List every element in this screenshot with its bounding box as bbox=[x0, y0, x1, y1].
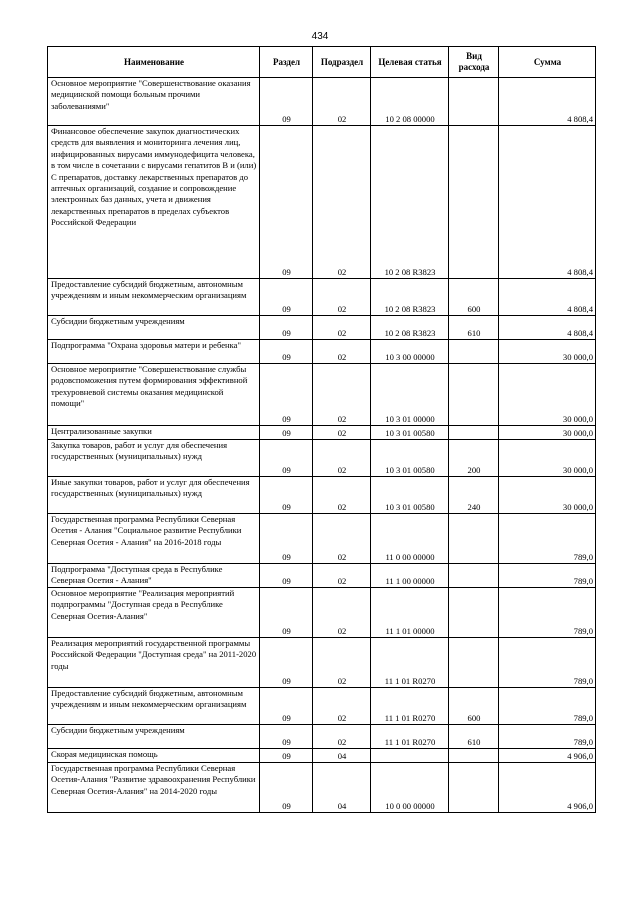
cell-expense-type: 600 bbox=[449, 688, 499, 725]
cell-target-item: 10 0 00 00000 bbox=[371, 763, 449, 813]
cell-amount: 789,0 bbox=[499, 725, 596, 749]
page-number: 434 bbox=[311, 31, 329, 42]
cell-amount: 30 000,0 bbox=[499, 364, 596, 426]
cell-name: Основное мероприятие "Совершенствование службы родовспоможения путем формирования эффективной трехуровневой системы оказания медицинской помощи" bbox=[48, 364, 260, 426]
header-target-item: Целевая статья bbox=[371, 47, 449, 78]
header-amount: Сумма bbox=[499, 47, 596, 78]
cell-subsection: 02 bbox=[313, 514, 371, 564]
cell-name: Государственная программа Республики Северная Осетия - Алания "Социальное развитие Республики Северная Осетия - Алания" на 2016-2018 годы bbox=[48, 514, 260, 564]
header-section: Раздел bbox=[260, 47, 313, 78]
cell-expense-type bbox=[449, 426, 499, 440]
cell-expense-type bbox=[449, 340, 499, 364]
cell-section: 09 bbox=[260, 126, 313, 279]
cell-amount: 789,0 bbox=[499, 638, 596, 688]
cell-expense-type bbox=[449, 588, 499, 638]
cell-subsection: 02 bbox=[313, 638, 371, 688]
table-row bbox=[48, 477, 596, 514]
table-row bbox=[48, 440, 596, 477]
cell-section: 09 bbox=[260, 364, 313, 426]
cell-target-item: 11 1 01 R0270 bbox=[371, 638, 449, 688]
cell-amount: 4 808,4 bbox=[499, 126, 596, 279]
cell-subsection: 02 bbox=[313, 725, 371, 749]
table-row bbox=[48, 426, 596, 440]
cell-section: 09 bbox=[260, 688, 313, 725]
cell-section: 09 bbox=[260, 588, 313, 638]
cell-subsection: 02 bbox=[313, 440, 371, 477]
cell-section: 09 bbox=[260, 426, 313, 440]
cell-name: Централизованные закупки bbox=[48, 426, 260, 440]
cell-subsection: 02 bbox=[313, 688, 371, 725]
cell-expense-type: 200 bbox=[449, 440, 499, 477]
cell-expense-type bbox=[449, 78, 499, 126]
cell-section: 09 bbox=[260, 514, 313, 564]
cell-amount: 789,0 bbox=[499, 564, 596, 588]
table-row bbox=[48, 126, 596, 279]
cell-target-item bbox=[371, 749, 449, 763]
cell-section: 09 bbox=[260, 638, 313, 688]
cell-subsection: 02 bbox=[313, 477, 371, 514]
table-row bbox=[48, 340, 596, 364]
cell-name: Реализация мероприятий государственной программы Российской Федерации "Доступная среда" на 2011-2020 годы bbox=[48, 638, 260, 688]
cell-section: 09 bbox=[260, 316, 313, 340]
cell-amount: 30 000,0 bbox=[499, 340, 596, 364]
table-row bbox=[48, 638, 596, 688]
cell-target-item: 11 1 01 R0270 bbox=[371, 688, 449, 725]
cell-name: Основное мероприятие "Реализация мероприятий подпрограммы "Доступная среда в Республике Северная Осетия-Алания" bbox=[48, 588, 260, 638]
cell-name: Предоставление субсидий бюджетным, автономным учреждениям и иным некоммерческим организациям bbox=[48, 688, 260, 725]
cell-expense-type: 610 bbox=[449, 316, 499, 340]
cell-expense-type bbox=[449, 364, 499, 426]
cell-target-item: 10 2 08 R3823 bbox=[371, 316, 449, 340]
cell-expense-type bbox=[449, 638, 499, 688]
cell-amount: 4 906,0 bbox=[499, 749, 596, 763]
cell-subsection: 02 bbox=[313, 78, 371, 126]
cell-amount: 4 906,0 bbox=[499, 763, 596, 813]
cell-expense-type: 610 bbox=[449, 725, 499, 749]
cell-section: 09 bbox=[260, 279, 313, 316]
cell-target-item: 10 3 01 00000 bbox=[371, 364, 449, 426]
cell-expense-type bbox=[449, 514, 499, 564]
cell-name: Предоставление субсидий бюджетным, автономным учреждениям и иным некоммерческим организациям bbox=[48, 279, 260, 316]
cell-section: 09 bbox=[260, 477, 313, 514]
cell-target-item: 10 3 00 00000 bbox=[371, 340, 449, 364]
table-row bbox=[48, 316, 596, 340]
cell-subsection: 02 bbox=[313, 340, 371, 364]
cell-target-item: 10 2 08 R3823 bbox=[371, 126, 449, 279]
cell-amount: 30 000,0 bbox=[499, 440, 596, 477]
cell-subsection: 02 bbox=[313, 426, 371, 440]
cell-subsection: 02 bbox=[313, 279, 371, 316]
cell-amount: 30 000,0 bbox=[499, 477, 596, 514]
table-row bbox=[48, 78, 596, 126]
table-row bbox=[48, 588, 596, 638]
cell-section: 09 bbox=[260, 763, 313, 813]
cell-subsection: 02 bbox=[313, 564, 371, 588]
cell-section: 09 bbox=[260, 78, 313, 126]
cell-section: 09 bbox=[260, 564, 313, 588]
cell-amount: 4 808,4 bbox=[499, 316, 596, 340]
cell-amount: 30 000,0 bbox=[499, 426, 596, 440]
cell-subsection: 02 bbox=[313, 364, 371, 426]
header-name: Наименование bbox=[48, 47, 260, 78]
table-row bbox=[48, 564, 596, 588]
cell-amount: 789,0 bbox=[499, 514, 596, 564]
cell-target-item: 11 1 00 00000 bbox=[371, 564, 449, 588]
cell-name: Скорая медицинская помощь bbox=[48, 749, 260, 763]
cell-amount: 789,0 bbox=[499, 588, 596, 638]
cell-name: Закупка товаров, работ и услуг для обеспечения государственных (муниципальных) нужд bbox=[48, 440, 260, 477]
header-subsection: Подраздел bbox=[313, 47, 371, 78]
cell-amount: 789,0 bbox=[499, 688, 596, 725]
table-row bbox=[48, 749, 596, 763]
cell-subsection: 04 bbox=[313, 749, 371, 763]
cell-subsection: 02 bbox=[313, 588, 371, 638]
cell-expense-type bbox=[449, 763, 499, 813]
cell-target-item: 10 2 08 00000 bbox=[371, 78, 449, 126]
cell-subsection: 04 bbox=[313, 763, 371, 813]
cell-name: Основное мероприятие "Совершенствование оказания медицинской помощи больным прочими заболеваниями" bbox=[48, 78, 260, 126]
header-expense-type: Вид расхода bbox=[449, 47, 499, 78]
cell-name: Подпрограмма "Охрана здоровья матери и ребенка" bbox=[48, 340, 260, 364]
budget-table bbox=[47, 46, 596, 813]
cell-section: 09 bbox=[260, 749, 313, 763]
cell-name: Субсидии бюджетным учреждениям bbox=[48, 725, 260, 749]
cell-expense-type bbox=[449, 749, 499, 763]
cell-target-item: 11 1 01 R0270 bbox=[371, 725, 449, 749]
cell-target-item: 10 3 01 00580 bbox=[371, 477, 449, 514]
cell-subsection: 02 bbox=[313, 316, 371, 340]
cell-name: Субсидии бюджетным учреждениям bbox=[48, 316, 260, 340]
table-row bbox=[48, 688, 596, 725]
cell-amount: 4 808,4 bbox=[499, 78, 596, 126]
cell-expense-type bbox=[449, 126, 499, 279]
cell-section: 09 bbox=[260, 725, 313, 749]
cell-expense-type: 600 bbox=[449, 279, 499, 316]
cell-name: Государственная программа Республики Северная Осетия-Алания "Развитие здравоохранения Республики Северная Осетия-Алания" на 2014-2020 годы bbox=[48, 763, 260, 813]
table-row bbox=[48, 725, 596, 749]
table-row bbox=[48, 763, 596, 813]
cell-target-item: 10 3 01 00580 bbox=[371, 440, 449, 477]
cell-expense-type bbox=[449, 564, 499, 588]
cell-section: 09 bbox=[260, 340, 313, 364]
cell-target-item: 11 1 01 00000 bbox=[371, 588, 449, 638]
cell-subsection: 02 bbox=[313, 126, 371, 279]
cell-name: Подпрограмма "Доступная среда в Республике Северная Осетия - Алания" bbox=[48, 564, 260, 588]
table-row bbox=[48, 279, 596, 316]
cell-name: Иные закупки товаров, работ и услуг для обеспечения государственных (муниципальных) нужд bbox=[48, 477, 260, 514]
cell-target-item: 10 2 08 R3823 bbox=[371, 279, 449, 316]
table-row bbox=[48, 364, 596, 426]
table-row bbox=[48, 514, 596, 564]
cell-target-item: 10 3 01 00580 bbox=[371, 426, 449, 440]
table-header-row bbox=[48, 47, 596, 78]
cell-expense-type: 240 bbox=[449, 477, 499, 514]
cell-amount: 4 808,4 bbox=[499, 279, 596, 316]
cell-target-item: 11 0 00 00000 bbox=[371, 514, 449, 564]
cell-section: 09 bbox=[260, 440, 313, 477]
cell-name: Финансовое обеспечение закупок диагностических средств для выявления и мониторинга лечения лиц, инфицированных вирусами иммунодефицита человека, в том числе в сочетании с вирусами гепатитов В и (или) С препаратов, доставку лекарственных препаратов до аптечных организаций, создание и сопровождение электронных баз данных, учета и движения лекарственных препаратов в пределах субъектов Российской Федерации bbox=[48, 126, 260, 279]
